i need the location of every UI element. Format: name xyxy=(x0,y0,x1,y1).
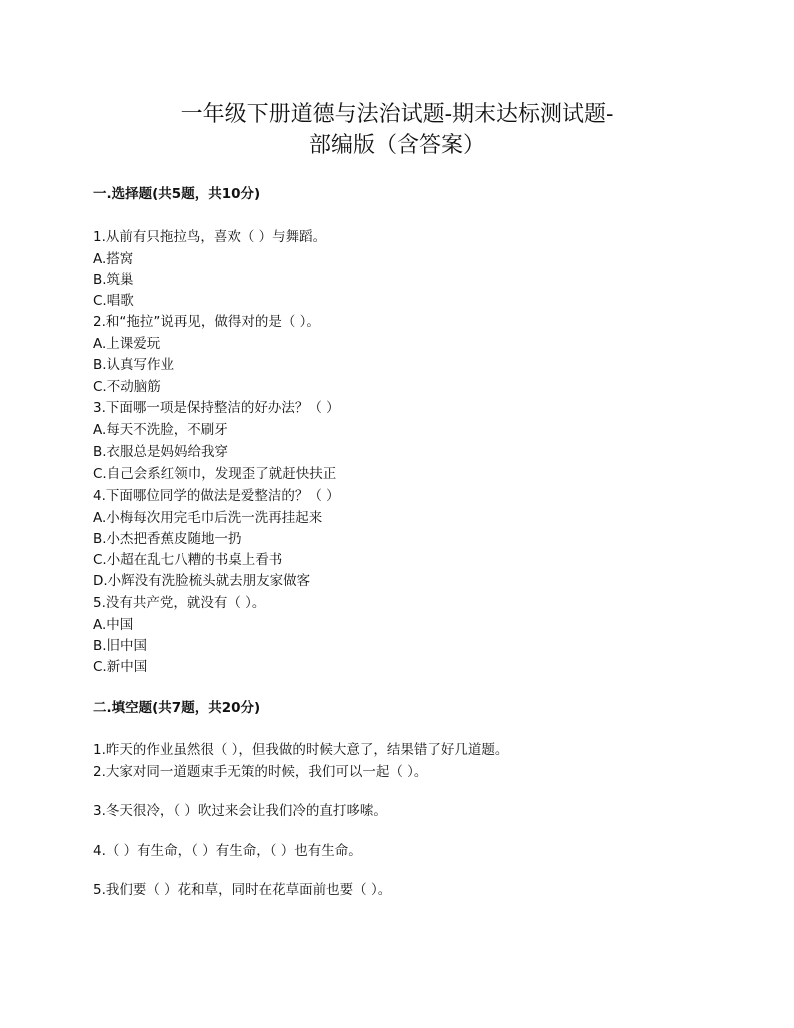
section-heading-fill: 二.填空题(共7题，共20分) xyxy=(93,700,261,716)
fill-question: 5.我们要（ ）花和草，同时在花草面前也要（ ）。 xyxy=(93,882,392,898)
question-option: B.筑巢 xyxy=(93,272,134,288)
question-option: B.旧中国 xyxy=(93,638,148,654)
question-option: C.唱歌 xyxy=(93,293,134,309)
fill-question: 3.冬天很冷，（ ）吹过来会让我们冷的直打哆嗦。 xyxy=(93,803,387,819)
question-option: C.小超在乱七八糟的书桌上看书 xyxy=(93,552,283,568)
question-stem: 2.和“拖拉”说再见，做得对的是（ ）。 xyxy=(93,314,320,330)
title-line-1: 一年级下册道德与法治试题-期末达标测试题- xyxy=(180,102,614,127)
question-option: C.新中国 xyxy=(93,659,148,675)
question-option: C.自己会系红领巾，发现歪了就赶快扶正 xyxy=(93,466,337,482)
question-option: B.衣服总是妈妈给我穿 xyxy=(93,444,229,460)
question-option: A.搭窝 xyxy=(93,251,134,267)
question-option: A.小梅每次用完毛巾后洗一洗再挂起来 xyxy=(93,510,323,526)
section-heading-choice: 一.选择题(共5题，共10分) xyxy=(93,186,261,202)
question-option: B.小杰把香蕉皮随地一扔 xyxy=(93,531,242,547)
question-option: D.小辉没有洗脸梳头就去朋友家做客 xyxy=(93,573,311,589)
question-option: A.每天不洗脸，不刷牙 xyxy=(93,422,228,438)
question-option: A.中国 xyxy=(93,617,134,633)
question-stem: 5.没有共产党，就没有（ ）。 xyxy=(93,595,266,611)
fill-question: 1.昨天的作业虽然很（ ），但我做的时候大意了，结果错了好几道题。 xyxy=(93,742,509,758)
fill-question: 2.大家对同一道题束手无策的时候，我们可以一起（ ）。 xyxy=(93,764,428,780)
question-stem: 1.从前有只拖拉鸟，喜欢（ ）与舞蹈。 xyxy=(93,229,327,245)
fill-question: 4.（ ）有生命，（ ）有生命，（ ）也有生命。 xyxy=(93,843,362,859)
question-option: B.认真写作业 xyxy=(93,357,175,373)
question-option: C.不动脑筋 xyxy=(93,379,161,395)
question-option: A.上课爱玩 xyxy=(93,336,161,352)
title-line-2: 部编版（含答案） xyxy=(308,133,485,158)
question-stem: 4.下面哪位同学的做法是爱整洁的？（ ） xyxy=(93,488,340,504)
question-stem: 3.下面哪一项是保持整洁的好办法？（ ） xyxy=(93,400,340,416)
